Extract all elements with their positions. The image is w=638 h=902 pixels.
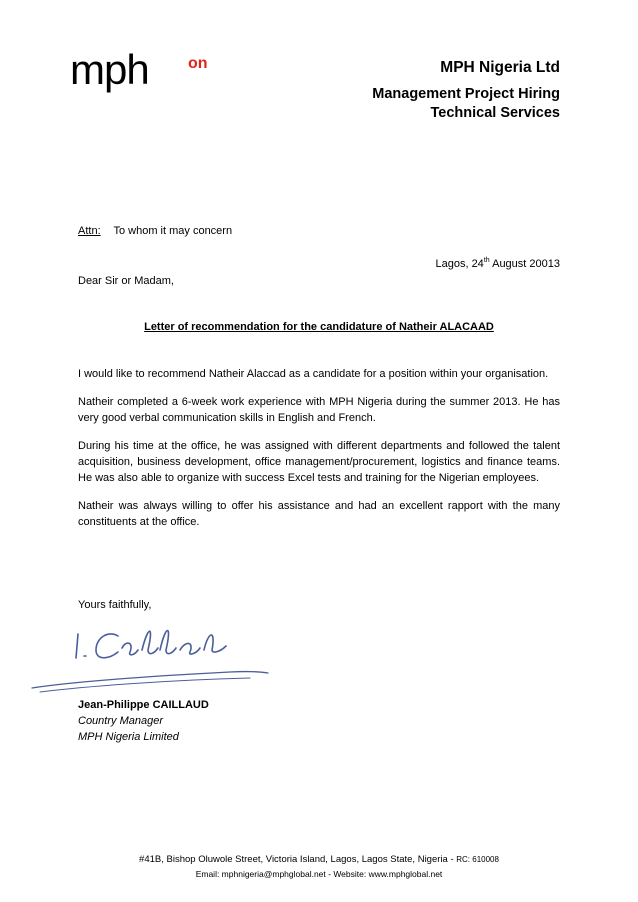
salutation: Dear Sir or Madam,: [78, 275, 174, 287]
letter-footer: [0, 853, 638, 880]
attn-label: Attn:: [78, 225, 101, 237]
date-prefix: Lagos, 24: [435, 258, 484, 270]
logo-superscript: on: [188, 55, 208, 72]
body-paragraph-1: I would like to recommend Natheir Alaccad as a candidate for a position within your organisation.: [78, 368, 549, 380]
date-suffix: August 20013: [489, 258, 560, 270]
letter-date: [435, 257, 560, 271]
letter-subject: Letter of recommendation for the candidature of Natheir ALACAAD: [144, 321, 494, 333]
closing: Yours faithfully,: [78, 599, 152, 611]
body-paragraph-3: During his time at the office, he was assigned with different departments and followed the talent acquisition, business development, office management/procurement, logistics and finance teams. He was also able to organize with success Excel tests and training for the Nigerian employees.: [78, 440, 560, 484]
letter-body: [78, 366, 560, 542]
attn-value: To whom it may concern: [113, 225, 233, 237]
signer-organization: MPH Nigeria Limited: [78, 731, 179, 743]
attn-line: [78, 224, 232, 238]
footer-address-line: [0, 853, 638, 866]
body-paragraph-2: Natheir completed a 6-week work experience with MPH Nigeria during the summer 2013. He has very good verbal communication skills in English and French.: [78, 396, 560, 424]
company-tagline-2: Technical Services: [430, 105, 560, 121]
handwritten-signature: [30, 606, 270, 696]
footer-rc-number: RC: 610008: [456, 855, 499, 864]
signer-name: Jean-Philippe CAILLAUD: [78, 699, 209, 711]
footer-contact: Email: mphnigeria@mphglobal.net - Website: www.mphglobal.net: [195, 869, 443, 879]
logo-text: mph: [70, 50, 149, 93]
body-paragraph-4: Natheir was always willing to offer his assistance and had an excellent rapport with the many constituents at the office.: [78, 500, 560, 528]
company-tagline-1: Management Project Hiring: [372, 86, 560, 102]
footer-address: #41B, Bishop Oluwole Street, Victoria Island, Lagos, Lagos State, Nigeria -: [139, 854, 457, 865]
mph-logo: [70, 50, 240, 98]
date-ordinal: th: [483, 257, 490, 264]
company-name: MPH Nigeria Ltd: [440, 59, 560, 76]
signer-title: Country Manager: [78, 715, 163, 727]
signer-block: [78, 697, 209, 745]
company-header: [372, 58, 560, 123]
